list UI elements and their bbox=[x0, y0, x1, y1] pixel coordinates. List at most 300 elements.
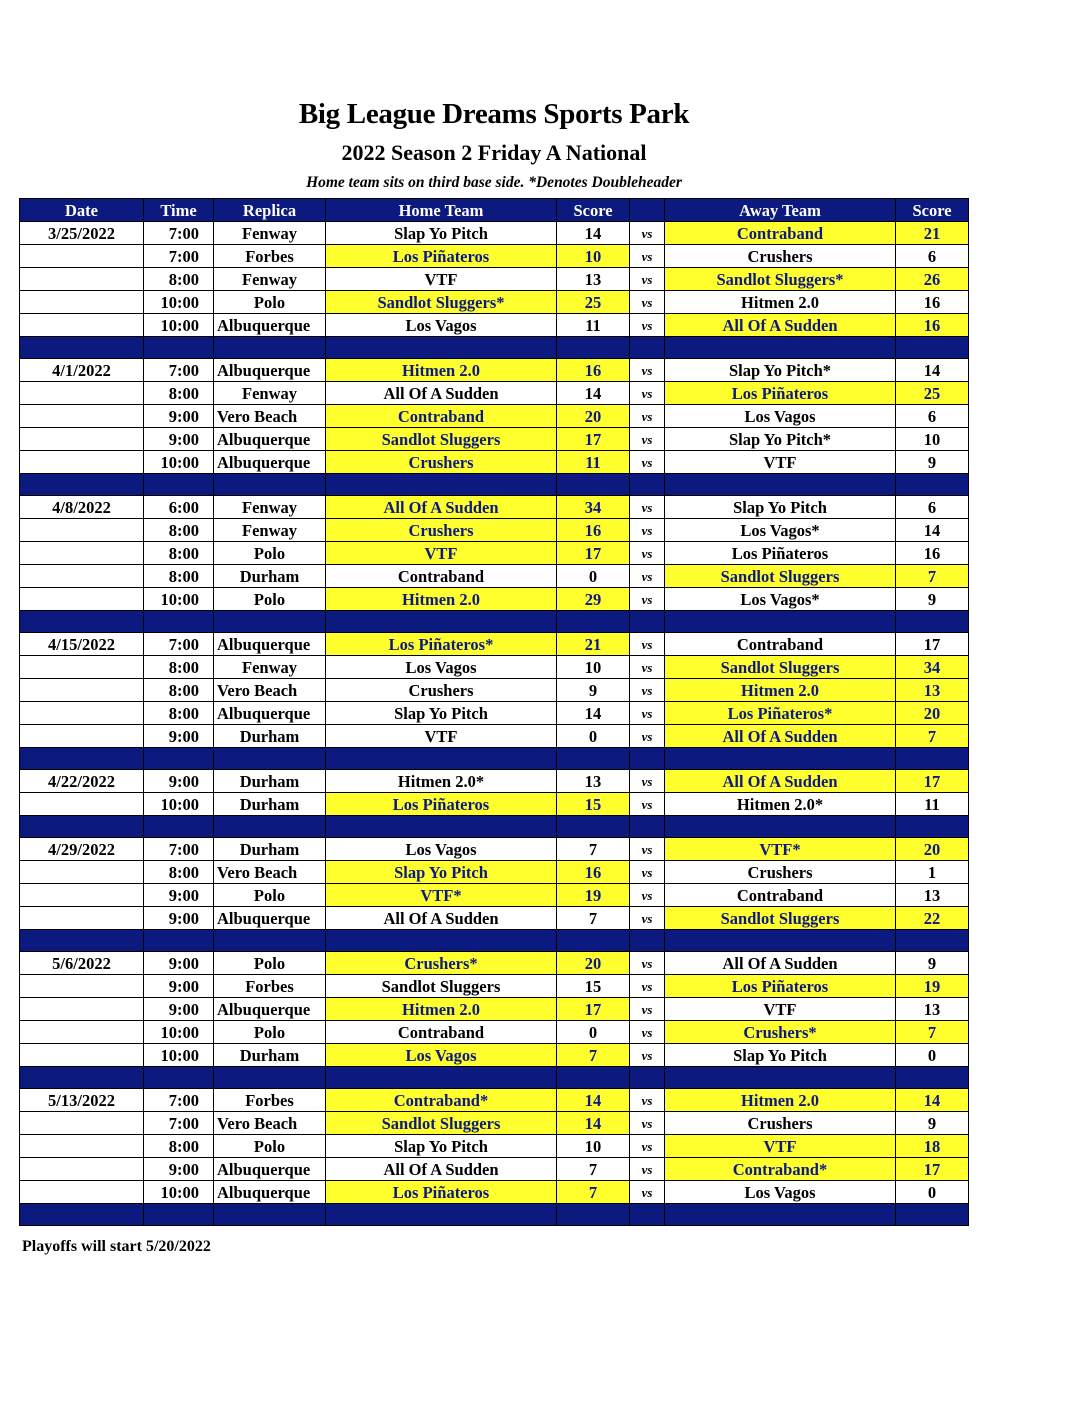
home-team: Los Vagos bbox=[326, 1044, 557, 1067]
game-replica: Polo bbox=[214, 884, 326, 907]
game-date bbox=[20, 428, 144, 451]
game-row bbox=[20, 451, 969, 474]
game-date: 4/1/2022 bbox=[20, 359, 144, 382]
separator-cell bbox=[630, 816, 665, 838]
separator-cell bbox=[326, 1067, 557, 1089]
game-replica: Albuquerque bbox=[214, 359, 326, 382]
game-time: 10:00 bbox=[144, 451, 214, 474]
separator-cell bbox=[665, 1204, 896, 1226]
separator-cell bbox=[665, 474, 896, 496]
week-separator bbox=[20, 1067, 969, 1089]
week-separator bbox=[20, 611, 969, 633]
away-score: 16 bbox=[896, 542, 969, 565]
game-row bbox=[20, 975, 969, 998]
game-time: 10:00 bbox=[144, 291, 214, 314]
away-score: 22 bbox=[896, 907, 969, 930]
separator-cell bbox=[630, 611, 665, 633]
away-team: VTF bbox=[665, 1135, 896, 1158]
away-score: 7 bbox=[896, 725, 969, 748]
away-score: 6 bbox=[896, 496, 969, 519]
game-replica: Polo bbox=[214, 952, 326, 975]
game-time: 9:00 bbox=[144, 770, 214, 793]
home-score: 29 bbox=[557, 588, 630, 611]
home-team: VTF bbox=[326, 725, 557, 748]
game-time: 7:00 bbox=[144, 838, 214, 861]
game-row bbox=[20, 656, 969, 679]
game-date bbox=[20, 907, 144, 930]
home-score: 25 bbox=[557, 291, 630, 314]
away-score: 7 bbox=[896, 565, 969, 588]
game-time: 7:00 bbox=[144, 359, 214, 382]
away-score: 6 bbox=[896, 405, 969, 428]
away-team: Crushers bbox=[665, 861, 896, 884]
home-score: 7 bbox=[557, 1044, 630, 1067]
game-time: 9:00 bbox=[144, 952, 214, 975]
game-row bbox=[20, 428, 969, 451]
away-team: All Of A Sudden bbox=[665, 770, 896, 793]
game-replica: Albuquerque bbox=[214, 314, 326, 337]
week-separator bbox=[20, 1204, 969, 1226]
separator-cell bbox=[630, 474, 665, 496]
game-row bbox=[20, 725, 969, 748]
game-time: 10:00 bbox=[144, 793, 214, 816]
header-row bbox=[20, 199, 969, 222]
home-score: 14 bbox=[557, 1112, 630, 1135]
game-time: 9:00 bbox=[144, 725, 214, 748]
home-team: Los Piñateros* bbox=[326, 633, 557, 656]
separator-cell bbox=[144, 1067, 214, 1089]
separator-cell bbox=[665, 930, 896, 952]
home-score: 17 bbox=[557, 998, 630, 1021]
away-score: 13 bbox=[896, 884, 969, 907]
separator-cell bbox=[557, 748, 630, 770]
separator-cell bbox=[214, 748, 326, 770]
away-score: 20 bbox=[896, 838, 969, 861]
home-team: All Of A Sudden bbox=[326, 382, 557, 405]
home-team: Crushers* bbox=[326, 952, 557, 975]
home-score: 7 bbox=[557, 907, 630, 930]
away-score: 21 bbox=[896, 222, 969, 245]
vs-label: vs bbox=[630, 793, 665, 816]
vs-label: vs bbox=[630, 359, 665, 382]
game-replica: Durham bbox=[214, 725, 326, 748]
away-score: 13 bbox=[896, 679, 969, 702]
game-row bbox=[20, 1112, 969, 1135]
home-team: All Of A Sudden bbox=[326, 1158, 557, 1181]
separator-cell bbox=[144, 816, 214, 838]
home-team: Crushers bbox=[326, 679, 557, 702]
game-time: 8:00 bbox=[144, 1135, 214, 1158]
away-score: 9 bbox=[896, 952, 969, 975]
game-time: 8:00 bbox=[144, 382, 214, 405]
separator-cell bbox=[20, 611, 144, 633]
game-date: 5/13/2022 bbox=[20, 1089, 144, 1112]
game-time: 9:00 bbox=[144, 998, 214, 1021]
week-separator bbox=[20, 816, 969, 838]
game-replica: Albuquerque bbox=[214, 998, 326, 1021]
vs-label: vs bbox=[630, 382, 665, 405]
away-score: 16 bbox=[896, 314, 969, 337]
game-replica: Forbes bbox=[214, 1089, 326, 1112]
away-score: 17 bbox=[896, 770, 969, 793]
vs-label: vs bbox=[630, 268, 665, 291]
away-team: VTF bbox=[665, 451, 896, 474]
separator-cell bbox=[326, 1204, 557, 1226]
game-replica: Vero Beach bbox=[214, 1112, 326, 1135]
game-row bbox=[20, 952, 969, 975]
vs-label: vs bbox=[630, 1021, 665, 1044]
home-team: Slap Yo Pitch bbox=[326, 702, 557, 725]
game-date bbox=[20, 884, 144, 907]
game-date bbox=[20, 975, 144, 998]
separator-cell bbox=[20, 1204, 144, 1226]
game-replica: Albuquerque bbox=[214, 428, 326, 451]
home-team: Hitmen 2.0* bbox=[326, 770, 557, 793]
away-team: All Of A Sudden bbox=[665, 314, 896, 337]
away-score: 14 bbox=[896, 359, 969, 382]
home-team: VTF* bbox=[326, 884, 557, 907]
game-date bbox=[20, 702, 144, 725]
home-score: 11 bbox=[557, 314, 630, 337]
home-score: 10 bbox=[557, 245, 630, 268]
game-date: 4/15/2022 bbox=[20, 633, 144, 656]
separator-cell bbox=[665, 748, 896, 770]
away-team: Los Vagos bbox=[665, 405, 896, 428]
game-time: 10:00 bbox=[144, 588, 214, 611]
separator-cell bbox=[630, 337, 665, 359]
game-time: 7:00 bbox=[144, 222, 214, 245]
vs-label: vs bbox=[630, 1044, 665, 1067]
game-replica: Albuquerque bbox=[214, 1158, 326, 1181]
game-row bbox=[20, 382, 969, 405]
away-team: Los Vagos bbox=[665, 1181, 896, 1204]
away-score: 1 bbox=[896, 861, 969, 884]
vs-label: vs bbox=[630, 1158, 665, 1181]
game-replica: Polo bbox=[214, 588, 326, 611]
doubleheader-note: Home team sits on third base side. *Denotes Doubleheader bbox=[306, 174, 682, 191]
game-date bbox=[20, 405, 144, 428]
vs-label: vs bbox=[630, 975, 665, 998]
vs-label: vs bbox=[630, 222, 665, 245]
game-date bbox=[20, 245, 144, 268]
separator-cell bbox=[214, 816, 326, 838]
game-time: 8:00 bbox=[144, 519, 214, 542]
game-row bbox=[20, 884, 969, 907]
game-replica: Fenway bbox=[214, 268, 326, 291]
game-time: 8:00 bbox=[144, 679, 214, 702]
game-replica: Durham bbox=[214, 793, 326, 816]
game-row bbox=[20, 1044, 969, 1067]
game-row bbox=[20, 588, 969, 611]
home-team: Contraband bbox=[326, 565, 557, 588]
game-date bbox=[20, 1135, 144, 1158]
separator-cell bbox=[665, 816, 896, 838]
away-team: Crushers bbox=[665, 245, 896, 268]
away-team: Los Piñateros bbox=[665, 542, 896, 565]
game-date bbox=[20, 1181, 144, 1204]
separator-cell bbox=[896, 816, 969, 838]
schedule-table bbox=[19, 198, 969, 1226]
game-row bbox=[20, 633, 969, 656]
game-time: 8:00 bbox=[144, 702, 214, 725]
game-replica: Albuquerque bbox=[214, 907, 326, 930]
away-score: 17 bbox=[896, 1158, 969, 1181]
home-score: 13 bbox=[557, 770, 630, 793]
game-time: 10:00 bbox=[144, 1044, 214, 1067]
game-replica: Fenway bbox=[214, 496, 326, 519]
vs-label: vs bbox=[630, 884, 665, 907]
vs-label: vs bbox=[630, 861, 665, 884]
separator-cell bbox=[144, 748, 214, 770]
away-team: All Of A Sudden bbox=[665, 725, 896, 748]
separator-cell bbox=[630, 1067, 665, 1089]
separator-cell bbox=[630, 930, 665, 952]
game-time: 9:00 bbox=[144, 428, 214, 451]
vs-label: vs bbox=[630, 1089, 665, 1112]
separator-cell bbox=[665, 611, 896, 633]
away-team: Contraband bbox=[665, 884, 896, 907]
home-team: Slap Yo Pitch bbox=[326, 222, 557, 245]
game-replica: Polo bbox=[214, 1021, 326, 1044]
game-replica: Fenway bbox=[214, 382, 326, 405]
separator-cell bbox=[20, 474, 144, 496]
col-header-home-score: Score bbox=[557, 199, 630, 222]
separator-cell bbox=[326, 930, 557, 952]
home-score: 19 bbox=[557, 884, 630, 907]
away-team: Slap Yo Pitch* bbox=[665, 428, 896, 451]
col-header-vs bbox=[630, 199, 665, 222]
separator-cell bbox=[214, 474, 326, 496]
vs-label: vs bbox=[630, 519, 665, 542]
game-row bbox=[20, 542, 969, 565]
game-replica: Durham bbox=[214, 565, 326, 588]
game-date: 4/29/2022 bbox=[20, 838, 144, 861]
vs-label: vs bbox=[630, 542, 665, 565]
vs-label: vs bbox=[630, 1112, 665, 1135]
game-date bbox=[20, 861, 144, 884]
away-team: VTF* bbox=[665, 838, 896, 861]
vs-label: vs bbox=[630, 725, 665, 748]
away-team: Contraband bbox=[665, 633, 896, 656]
game-date bbox=[20, 656, 144, 679]
away-team: Sandlot Sluggers* bbox=[665, 268, 896, 291]
home-score: 7 bbox=[557, 838, 630, 861]
game-time: 6:00 bbox=[144, 496, 214, 519]
home-team: Sandlot Sluggers bbox=[326, 428, 557, 451]
game-date bbox=[20, 291, 144, 314]
vs-label: vs bbox=[630, 565, 665, 588]
away-team: Los Piñateros bbox=[665, 382, 896, 405]
game-date bbox=[20, 1021, 144, 1044]
home-score: 16 bbox=[557, 519, 630, 542]
away-score: 18 bbox=[896, 1135, 969, 1158]
separator-cell bbox=[557, 930, 630, 952]
game-date: 4/8/2022 bbox=[20, 496, 144, 519]
page-title: Big League Dreams Sports Park bbox=[298, 98, 690, 130]
home-score: 9 bbox=[557, 679, 630, 702]
game-date bbox=[20, 314, 144, 337]
separator-cell bbox=[144, 337, 214, 359]
away-score: 10 bbox=[896, 428, 969, 451]
away-score: 16 bbox=[896, 291, 969, 314]
away-team: Crushers* bbox=[665, 1021, 896, 1044]
game-row bbox=[20, 1135, 969, 1158]
home-score: 34 bbox=[557, 496, 630, 519]
vs-label: vs bbox=[630, 770, 665, 793]
vs-label: vs bbox=[630, 405, 665, 428]
away-score: 9 bbox=[896, 588, 969, 611]
away-score: 20 bbox=[896, 702, 969, 725]
game-date bbox=[20, 998, 144, 1021]
game-row bbox=[20, 496, 969, 519]
home-score: 17 bbox=[557, 542, 630, 565]
game-time: 7:00 bbox=[144, 245, 214, 268]
home-score: 16 bbox=[557, 359, 630, 382]
separator-cell bbox=[557, 1067, 630, 1089]
away-score: 11 bbox=[896, 793, 969, 816]
game-replica: Vero Beach bbox=[214, 861, 326, 884]
separator-cell bbox=[557, 816, 630, 838]
vs-label: vs bbox=[630, 314, 665, 337]
vs-label: vs bbox=[630, 1181, 665, 1204]
separator-cell bbox=[665, 337, 896, 359]
game-time: 7:00 bbox=[144, 1089, 214, 1112]
separator-cell bbox=[630, 748, 665, 770]
away-team: Slap Yo Pitch bbox=[665, 496, 896, 519]
game-replica: Fenway bbox=[214, 519, 326, 542]
vs-label: vs bbox=[630, 496, 665, 519]
home-score: 15 bbox=[557, 975, 630, 998]
home-team: VTF bbox=[326, 542, 557, 565]
game-row bbox=[20, 793, 969, 816]
separator-cell bbox=[20, 748, 144, 770]
separator-cell bbox=[896, 1067, 969, 1089]
home-team: Los Piñateros bbox=[326, 793, 557, 816]
home-score: 14 bbox=[557, 702, 630, 725]
game-replica: Fenway bbox=[214, 222, 326, 245]
away-team: Slap Yo Pitch bbox=[665, 1044, 896, 1067]
away-team: Hitmen 2.0 bbox=[665, 1089, 896, 1112]
game-date bbox=[20, 725, 144, 748]
game-replica: Forbes bbox=[214, 975, 326, 998]
game-date bbox=[20, 1044, 144, 1067]
home-score: 0 bbox=[557, 1021, 630, 1044]
game-date bbox=[20, 268, 144, 291]
game-row bbox=[20, 1021, 969, 1044]
separator-cell bbox=[144, 1204, 214, 1226]
home-score: 7 bbox=[557, 1181, 630, 1204]
game-row bbox=[20, 222, 969, 245]
game-replica: Polo bbox=[214, 291, 326, 314]
separator-cell bbox=[896, 337, 969, 359]
home-team: Crushers bbox=[326, 451, 557, 474]
game-time: 8:00 bbox=[144, 861, 214, 884]
separator-cell bbox=[326, 474, 557, 496]
game-replica: Albuquerque bbox=[214, 451, 326, 474]
game-replica: Fenway bbox=[214, 656, 326, 679]
away-team: Sandlot Sluggers bbox=[665, 656, 896, 679]
separator-cell bbox=[557, 611, 630, 633]
away-score: 6 bbox=[896, 245, 969, 268]
separator-cell bbox=[630, 1204, 665, 1226]
game-row bbox=[20, 838, 969, 861]
game-replica: Albuquerque bbox=[214, 702, 326, 725]
home-team: Contraband bbox=[326, 1021, 557, 1044]
away-team: Sandlot Sluggers bbox=[665, 907, 896, 930]
away-team: Contraband bbox=[665, 222, 896, 245]
game-row bbox=[20, 245, 969, 268]
vs-label: vs bbox=[630, 1135, 665, 1158]
game-time: 7:00 bbox=[144, 1112, 214, 1135]
separator-cell bbox=[896, 474, 969, 496]
home-score: 20 bbox=[557, 952, 630, 975]
separator-cell bbox=[326, 816, 557, 838]
game-replica: Polo bbox=[214, 1135, 326, 1158]
week-separator bbox=[20, 337, 969, 359]
separator-cell bbox=[144, 930, 214, 952]
game-row bbox=[20, 1158, 969, 1181]
game-date bbox=[20, 793, 144, 816]
game-time: 8:00 bbox=[144, 268, 214, 291]
away-team: Contraband* bbox=[665, 1158, 896, 1181]
home-team: Hitmen 2.0 bbox=[326, 998, 557, 1021]
separator-cell bbox=[665, 1067, 896, 1089]
home-team: Contraband* bbox=[326, 1089, 557, 1112]
separator-cell bbox=[20, 930, 144, 952]
week-separator bbox=[20, 930, 969, 952]
home-team: Contraband bbox=[326, 405, 557, 428]
home-score: 16 bbox=[557, 861, 630, 884]
game-time: 9:00 bbox=[144, 975, 214, 998]
separator-cell bbox=[214, 337, 326, 359]
separator-cell bbox=[557, 1204, 630, 1226]
game-row bbox=[20, 861, 969, 884]
home-team: Hitmen 2.0 bbox=[326, 359, 557, 382]
schedule-body bbox=[20, 222, 969, 1226]
col-header-away-score: Score bbox=[896, 199, 969, 222]
home-score: 10 bbox=[557, 1135, 630, 1158]
col-header-date: Date bbox=[20, 199, 144, 222]
separator-cell bbox=[557, 474, 630, 496]
separator-cell bbox=[214, 1067, 326, 1089]
game-date: 3/25/2022 bbox=[20, 222, 144, 245]
vs-label: vs bbox=[630, 451, 665, 474]
separator-cell bbox=[896, 1204, 969, 1226]
home-score: 21 bbox=[557, 633, 630, 656]
away-score: 25 bbox=[896, 382, 969, 405]
separator-cell bbox=[896, 611, 969, 633]
vs-label: vs bbox=[630, 291, 665, 314]
home-score: 20 bbox=[557, 405, 630, 428]
vs-label: vs bbox=[630, 633, 665, 656]
home-score: 13 bbox=[557, 268, 630, 291]
separator-cell bbox=[144, 611, 214, 633]
game-date bbox=[20, 542, 144, 565]
home-score: 17 bbox=[557, 428, 630, 451]
home-team: Slap Yo Pitch bbox=[326, 1135, 557, 1158]
game-date bbox=[20, 1158, 144, 1181]
home-team: Crushers bbox=[326, 519, 557, 542]
vs-label: vs bbox=[630, 428, 665, 451]
home-team: Sandlot Sluggers* bbox=[326, 291, 557, 314]
game-date bbox=[20, 1112, 144, 1135]
game-date bbox=[20, 565, 144, 588]
away-team: Slap Yo Pitch* bbox=[665, 359, 896, 382]
away-score: 14 bbox=[896, 519, 969, 542]
game-time: 10:00 bbox=[144, 1021, 214, 1044]
home-score: 0 bbox=[557, 565, 630, 588]
away-team: Los Vagos* bbox=[665, 588, 896, 611]
